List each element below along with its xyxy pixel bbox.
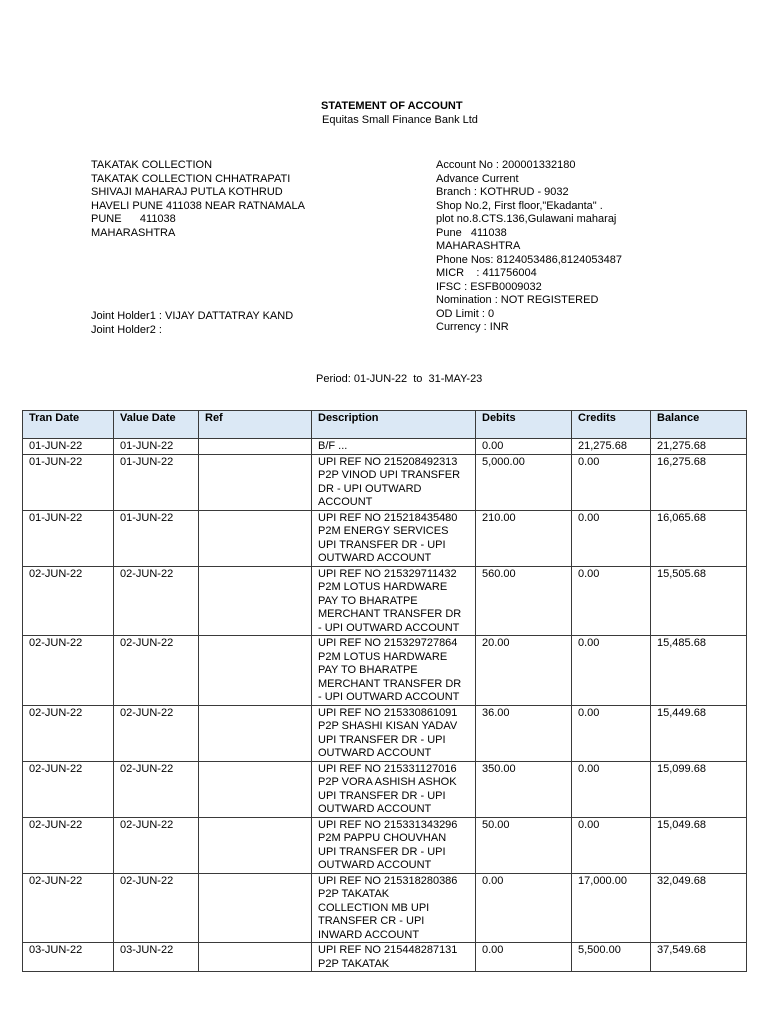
description-cell (312, 454, 476, 510)
description-line: MERCHANT TRANSFER DR (318, 608, 462, 620)
credit-cell: 21,275.68 (572, 439, 651, 455)
value-date-cell: 03-JUN-22 (114, 943, 199, 972)
debit-cell: 350.00 (476, 761, 572, 817)
debit-cell: 210.00 (476, 510, 572, 566)
credit-cell: 0.00 (572, 705, 651, 761)
debit-cell: 560.00 (476, 566, 572, 636)
tran-date-cell: 03-JUN-22 (23, 943, 114, 972)
bank-name: Equitas Small Finance Bank Ltd (322, 114, 478, 126)
balance-cell: 15,485.68 (651, 636, 747, 706)
account-detail-line: OD Limit : 0 (436, 307, 495, 320)
description-line: UPI REF NO 215329711432 (318, 567, 457, 580)
header-ref: Ref (199, 411, 312, 439)
account-detail-line: MAHARASHTRA (436, 240, 521, 252)
table-row (23, 705, 747, 761)
joint-holders (91, 310, 293, 337)
account-detail-line: plot no.8.CTS.136,Gulawani maharaj (436, 213, 617, 225)
description-cell (312, 873, 476, 943)
value-date-cell: 02-JUN-22 (114, 566, 199, 636)
description-line: DR - UPI OUTWARD (318, 482, 422, 495)
ref-cell (199, 566, 312, 636)
credit-cell: 5,500.00 (572, 943, 651, 972)
customer-address-line: TAKATAK COLLECTION (91, 159, 213, 171)
account-detail-line: Currency : INR (436, 321, 509, 333)
description-line: P2P VINOD UPI TRANSFER (318, 469, 461, 481)
ref-cell (199, 636, 312, 706)
ref-cell (199, 761, 312, 817)
account-detail-line: Pune 411038 (436, 226, 507, 239)
description-line: P2P SHASHI KISAN YADAV (318, 720, 458, 732)
account-detail-line: Phone Nos: 8124053486,8124053487 (436, 253, 622, 266)
balance-cell: 16,065.68 (651, 510, 747, 566)
description-line: P2M PAPPU CHOUVHAN (318, 832, 447, 844)
account-detail-line: Advance Current (436, 172, 519, 185)
description-line: PAY TO BHARATPE (318, 594, 418, 607)
description-line: P2M ENERGY SERVICES (318, 525, 449, 537)
debit-cell: 36.00 (476, 705, 572, 761)
table-row (23, 439, 747, 455)
credit-cell: 0.00 (572, 817, 651, 873)
balance-cell: 15,505.68 (651, 566, 747, 636)
description-line: UPI TRANSFER DR - UPI (318, 538, 446, 551)
customer-address-line: SHIVAJI MAHARAJ PUTLA KOTHRUD (91, 186, 283, 198)
transactions-table (22, 410, 747, 972)
credit-cell: 17,000.00 (572, 873, 651, 943)
value-date-cell: 01-JUN-22 (114, 439, 199, 455)
value-date-cell: 01-JUN-22 (114, 454, 199, 510)
description-line: OUTWARD ACCOUNT (318, 552, 432, 564)
description-line: P2P TAKATAK (318, 888, 390, 900)
customer-address (91, 159, 305, 240)
description-line: UPI REF NO 215331343296 (318, 818, 458, 831)
value-date-cell: 02-JUN-22 (114, 817, 199, 873)
description-line: TRANSFER CR - UPI (318, 915, 425, 927)
credit-cell: 0.00 (572, 761, 651, 817)
description-line: OUTWARD ACCOUNT (318, 859, 432, 871)
value-date-cell: 02-JUN-22 (114, 705, 199, 761)
table-row (23, 454, 747, 510)
description-line: MERCHANT TRANSFER DR (318, 677, 462, 690)
description-cell (312, 510, 476, 566)
debit-cell: 20.00 (476, 636, 572, 706)
ref-cell (199, 817, 312, 873)
table-row (23, 761, 747, 817)
description-line: OUTWARD ACCOUNT (318, 803, 432, 815)
description-line: UPI REF NO 215318280386 (318, 874, 458, 887)
description-line: UPI REF NO 215208492313 (318, 455, 458, 468)
description-line: UPI REF NO 215218435480 (318, 511, 458, 524)
description-line: P2P TAKATAK (318, 957, 390, 970)
description-line: COLLECTION MB UPI (318, 901, 430, 914)
description-line: UPI TRANSFER DR - UPI (318, 845, 446, 858)
value-date-cell: 02-JUN-22 (114, 636, 199, 706)
description-cell (312, 439, 476, 455)
header-balance: Balance (651, 411, 747, 439)
balance-cell: 21,275.68 (651, 439, 747, 455)
joint-holder-1: Joint Holder1 : VIJAY DATTATRAY KAND (91, 310, 294, 322)
description-line: PAY TO BHARATPE (318, 664, 418, 676)
description-line: P2M LOTUS HARDWARE (318, 650, 448, 663)
table-row (23, 566, 747, 636)
credit-cell: 0.00 (572, 454, 651, 510)
debit-cell: 0.00 (476, 439, 572, 455)
description-cell (312, 761, 476, 817)
debit-cell: 0.00 (476, 943, 572, 972)
value-date-cell: 01-JUN-22 (114, 510, 199, 566)
description-line: - UPI OUTWARD ACCOUNT (318, 621, 460, 634)
description-line: P2M LOTUS HARDWARE (318, 581, 448, 593)
ref-cell (199, 439, 312, 455)
account-detail-line: MICR : 411756004 (436, 267, 537, 279)
ref-cell (199, 510, 312, 566)
tran-date-cell: 02-JUN-22 (23, 873, 114, 943)
balance-cell: 32,049.68 (651, 873, 747, 943)
description-line: ACCOUNT (318, 496, 373, 508)
header-description: Description (312, 411, 476, 439)
balance-cell: 16,275.68 (651, 454, 747, 510)
header-debits: Debits (476, 411, 572, 439)
balance-cell: 15,449.68 (651, 705, 747, 761)
ref-cell (199, 705, 312, 761)
header-value-date: Value Date (114, 411, 199, 439)
description-line: UPI TRANSFER DR - UPI (318, 733, 446, 746)
table-row (23, 510, 747, 566)
description-cell (312, 636, 476, 706)
description-cell (312, 705, 476, 761)
customer-address-line: HAVELI PUNE 411038 NEAR RATNAMALA (91, 199, 305, 212)
table-row (23, 943, 747, 972)
balance-cell: 15,049.68 (651, 817, 747, 873)
customer-address-line: TAKATAK COLLECTION CHHATRAPATI (91, 172, 291, 185)
ref-cell (199, 873, 312, 943)
tran-date-cell: 02-JUN-22 (23, 761, 114, 817)
tran-date-cell: 02-JUN-22 (23, 817, 114, 873)
tran-date-cell: 01-JUN-22 (23, 510, 114, 566)
tran-date-cell: 01-JUN-22 (23, 454, 114, 510)
debit-cell: 0.00 (476, 873, 572, 943)
tran-date-cell: 02-JUN-22 (23, 566, 114, 636)
joint-holder-2: Joint Holder2 : (91, 323, 162, 336)
credit-cell: 0.00 (572, 636, 651, 706)
tran-date-cell: 02-JUN-22 (23, 705, 114, 761)
tran-date-cell: 01-JUN-22 (23, 439, 114, 455)
account-detail-line: Shop No.2, First floor,"Ekadanta" . (436, 199, 603, 212)
statement-period: Period: 01-JUN-22 to 31-MAY-23 (316, 373, 483, 385)
table-row (23, 817, 747, 873)
description-cell (312, 817, 476, 873)
description-line: UPI REF NO 215330861091 (318, 706, 458, 719)
table-header-row (23, 411, 747, 439)
description-line: UPI REF NO 215329727864 (318, 637, 458, 649)
description-line: UPI TRANSFER DR - UPI (318, 789, 446, 802)
value-date-cell: 02-JUN-22 (114, 761, 199, 817)
credit-cell: 0.00 (572, 510, 651, 566)
account-detail-line: IFSC : ESFB0009032 (436, 280, 542, 293)
description-line: INWARD ACCOUNT (318, 928, 420, 941)
statement-title: STATEMENT OF ACCOUNT (321, 100, 463, 112)
description-line: UPI REF NO 215448287131 (318, 944, 458, 956)
account-details (436, 159, 622, 335)
transactions-body (23, 439, 747, 972)
tran-date-cell: 02-JUN-22 (23, 636, 114, 706)
balance-cell: 37,549.68 (651, 943, 747, 972)
description-line: UPI REF NO 215331127016 (318, 762, 457, 775)
ref-cell (199, 454, 312, 510)
value-date-cell: 02-JUN-22 (114, 873, 199, 943)
description-line: P2P VORA ASHISH ASHOK (318, 776, 457, 788)
header-tran-date: Tran Date (23, 411, 114, 439)
description-line: B/F ... (318, 440, 348, 452)
credit-cell: 0.00 (572, 566, 651, 636)
header-credits: Credits (572, 411, 651, 439)
customer-address-line: PUNE 411038 (91, 213, 176, 225)
description-cell (312, 943, 476, 972)
table-row (23, 873, 747, 943)
balance-cell: 15,099.68 (651, 761, 747, 817)
ref-cell (199, 943, 312, 972)
description-line: OUTWARD ACCOUNT (318, 747, 432, 759)
account-detail-line: Branch : KOTHRUD - 9032 (436, 186, 569, 198)
description-line: - UPI OUTWARD ACCOUNT (318, 691, 460, 703)
customer-address-line: MAHARASHTRA (91, 226, 176, 239)
description-cell (312, 566, 476, 636)
table-row (23, 636, 747, 706)
account-detail-line: Nomination : NOT REGISTERED (436, 294, 599, 306)
debit-cell: 5,000.00 (476, 454, 572, 510)
debit-cell: 50.00 (476, 817, 572, 873)
account-detail-line: Account No : 200001332180 (436, 159, 576, 171)
